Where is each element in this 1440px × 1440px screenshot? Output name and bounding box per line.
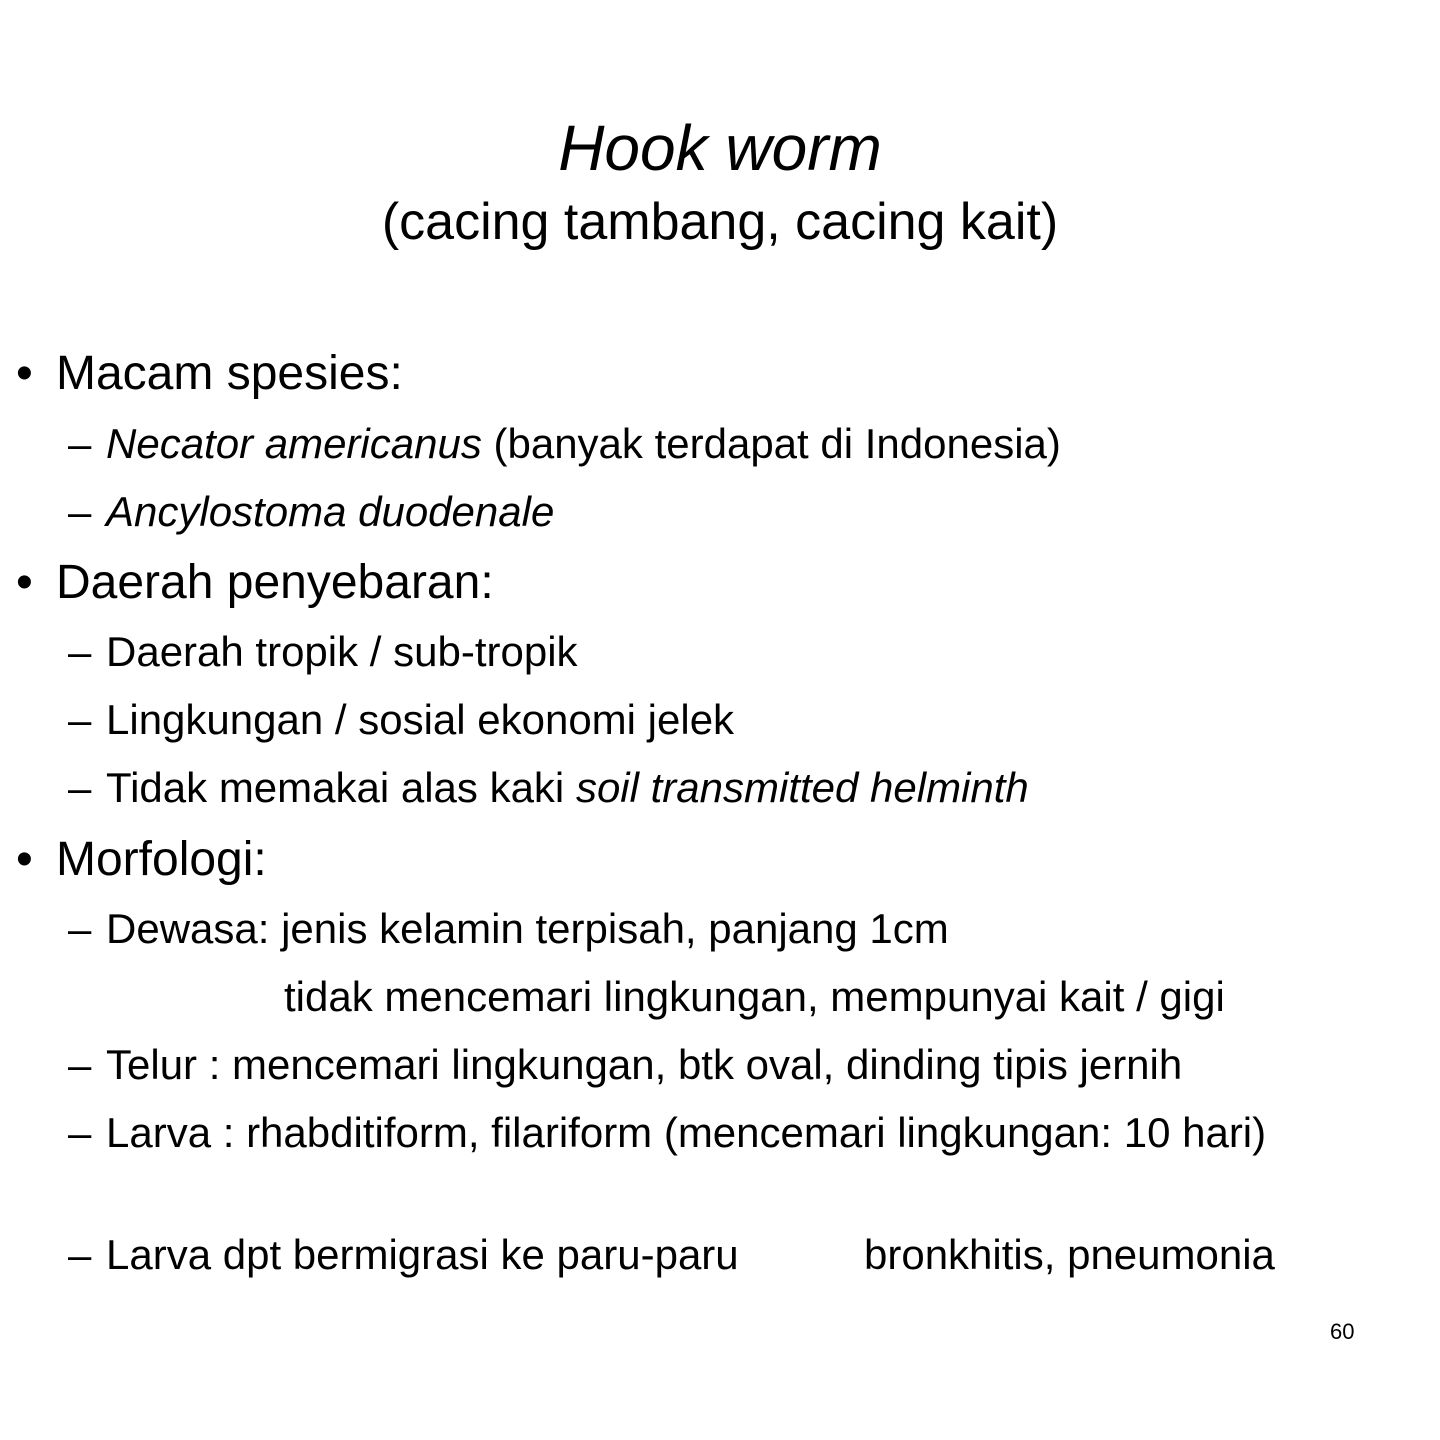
morphology-egg-text: Telur : mencemari lingkungan, btk oval, dinding tipis jernih <box>106 1041 1183 1088</box>
dash-marker: – <box>68 1109 92 1156</box>
species-name-ancylostoma: Ancylostoma duodenale <box>106 488 555 535</box>
morphology-item-egg <box>68 1039 1182 1091</box>
morphology-migration-text: Larva dpt bermigrasi ke paru-paru <box>106 1231 739 1278</box>
slide-subtitle: (cacing tambang, cacing kait) <box>381 193 1059 251</box>
distribution-item-2-text: Lingkungan / sosial ekonomi jelek <box>106 696 735 743</box>
dash-marker: – <box>68 488 92 535</box>
dash-marker: – <box>68 420 92 467</box>
distribution-item-1 <box>68 626 578 678</box>
dash-marker: – <box>68 764 92 811</box>
bullet-marker: • <box>16 833 33 886</box>
morphology-heading: Morfologi: <box>56 833 267 886</box>
bullet-marker: • <box>16 347 33 400</box>
dash-marker: – <box>68 1041 92 1088</box>
species-heading: Macam spesies: <box>56 347 403 400</box>
species-item-necator <box>68 418 1061 470</box>
species-necator-note: (banyak terdapat di Indonesia) <box>481 420 1061 467</box>
distribution-item-1-text: Daerah tropik / sub-tropik <box>106 628 578 675</box>
distribution-item-3 <box>68 762 1029 814</box>
morphology-item-migration <box>68 1229 739 1281</box>
page-number: 60 <box>1330 1319 1355 1344</box>
bullet-marker: • <box>16 556 33 609</box>
distribution-item-3-term: soil transmitted helminth <box>575 764 1029 811</box>
morphology-larva-text: Larva : rhabditiform, filariform (mencemari lingkungan: 10 hari) <box>106 1109 1267 1156</box>
morphology-item-larva <box>68 1107 1266 1159</box>
morphology-item-adult <box>68 903 949 955</box>
bullet-species <box>16 344 403 404</box>
bullet-morphology <box>16 830 267 890</box>
distribution-item-3-text: Tidak memakai alas kaki <box>106 764 576 811</box>
dash-marker: – <box>68 628 92 675</box>
dash-marker: – <box>68 905 92 952</box>
dash-marker: – <box>68 696 92 743</box>
bullet-distribution <box>16 553 494 613</box>
morphology-adult-text: Dewasa: jenis kelamin terpisah, panjang 1cm <box>106 905 949 952</box>
distribution-item-2 <box>68 694 734 746</box>
distribution-heading: Daerah penyebaran: <box>56 556 494 609</box>
species-item-ancylostoma <box>68 486 554 538</box>
morphology-migration-result: bronkhitis, pneumonia <box>864 1231 1275 1278</box>
species-name-necator: Necator americanus <box>106 420 482 467</box>
slide-title: Hook worm <box>558 112 882 184</box>
dash-marker: – <box>68 1231 92 1278</box>
morphology-adult-continuation: tidak mencemari lingkungan, mempunyai kait / gigi <box>284 973 1225 1020</box>
